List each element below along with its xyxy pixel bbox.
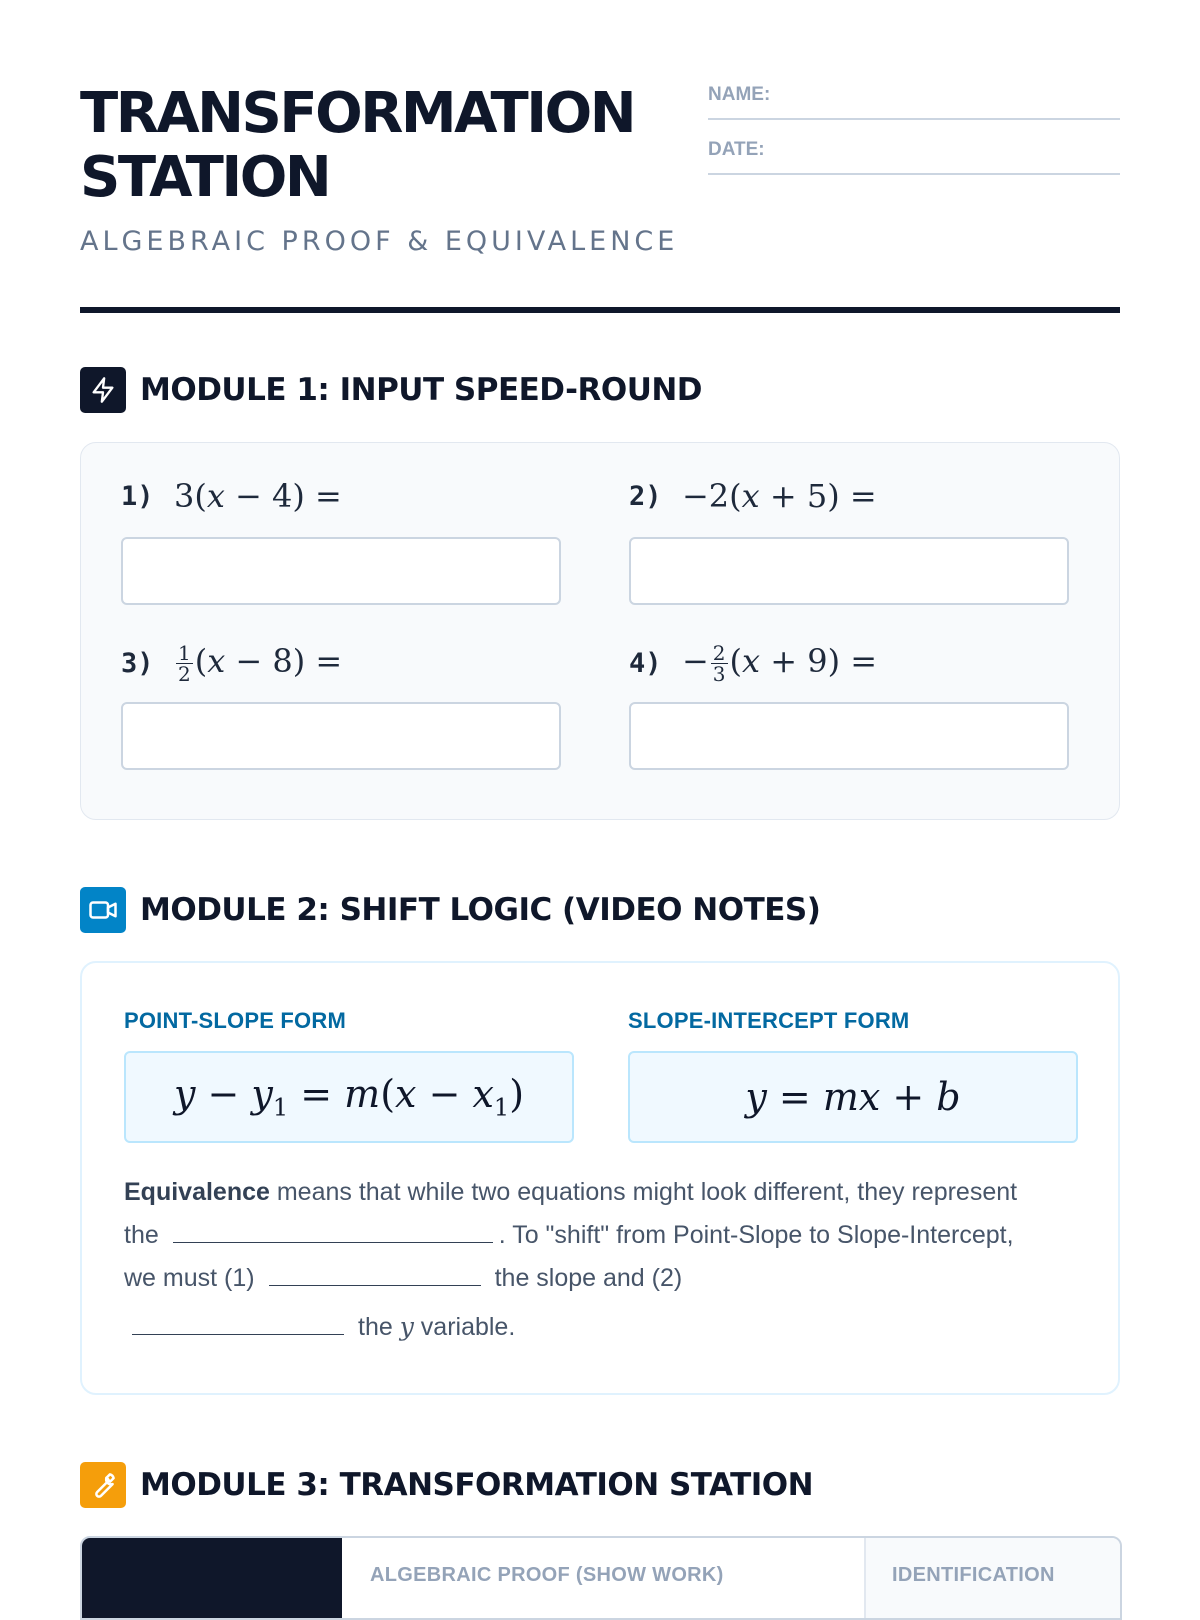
question-label: 1) <box>121 480 154 512</box>
table-header-cell <box>864 1538 1122 1618</box>
answer-input-2[interactable] <box>629 537 1069 605</box>
worksheet-page <box>80 0 1120 1600</box>
name-label: NAME: <box>708 84 771 105</box>
question-2 <box>629 477 1069 515</box>
wrench-icon <box>80 1462 126 1508</box>
point-slope-formula: $y - y_1 = m(x - x_1)$ <box>124 1051 574 1143</box>
question-expression: −2(x + 5) = <box>681 477 877 515</box>
title-line-1: TRANSFORMATION <box>80 81 635 146</box>
header-divider <box>80 307 1120 313</box>
blank-3[interactable] <box>132 1310 344 1335</box>
identification-column-header: IDENTIFICATION <box>892 1564 1055 1586</box>
video-icon <box>80 887 126 933</box>
table-header-cell <box>82 1538 342 1618</box>
question-4 <box>629 642 1069 684</box>
lightning-icon <box>80 367 126 413</box>
module-2-card <box>80 961 1120 1395</box>
answer-input-1[interactable] <box>121 537 561 605</box>
fraction: $\frac{1}{2}$ <box>177 641 191 686</box>
question-1 <box>121 477 561 515</box>
date-label: DATE: <box>708 139 765 160</box>
module-2-heading <box>80 887 820 933</box>
module-2-title: MODULE 2: SHIFT LOGIC (VIDEO NOTES) <box>140 892 821 928</box>
slope-intercept-label: SLOPE-INTERCEPT FORM <box>628 1008 910 1033</box>
module-1-heading <box>80 367 702 413</box>
module-3-heading <box>80 1462 813 1508</box>
slope-intercept-formula: y = mx + b <box>628 1051 1078 1143</box>
module-3-title: MODULE 3: TRANSFORMATION STATION <box>140 1467 814 1503</box>
module-1-title: MODULE 1: INPUT SPEED-ROUND <box>140 372 703 408</box>
title-line-2: STATION <box>80 145 330 210</box>
page-subtitle: ALGEBRAIC PROOF & EQUIVALENCE <box>80 226 679 257</box>
module-1-card <box>80 442 1120 820</box>
page-title <box>80 82 700 210</box>
answer-input-3[interactable] <box>121 702 561 770</box>
transformation-table <box>80 1536 1122 1620</box>
date-field[interactable] <box>708 137 1120 175</box>
blank-1[interactable] <box>173 1218 493 1243</box>
question-label: 4) <box>629 647 662 679</box>
question-3 <box>121 642 561 684</box>
point-slope-label: POINT-SLOPE FORM <box>124 1008 346 1033</box>
blank-2[interactable] <box>269 1261 481 1286</box>
question-expression: 3(x − 4) = <box>173 477 342 515</box>
name-field[interactable] <box>708 82 1120 120</box>
answer-input-4[interactable] <box>629 702 1069 770</box>
fraction: $\frac{2}{3}$ <box>712 641 726 686</box>
question-label: 3) <box>121 647 154 679</box>
question-label: 2) <box>629 480 662 512</box>
question-expression: − $\frac{2}{3}$ (x + 9) = <box>681 641 878 686</box>
proof-column-header: ALGEBRAIC PROOF (SHOW WORK) <box>370 1564 724 1586</box>
equivalence-paragraph: Equivalence means that while two equations might look different, they represent the . To "shift" from Point-Slope to Slope-Intercept, we must (1) the slope and (2) the y variable. <box>124 1178 1018 1341</box>
question-expression: $\frac{1}{2}$ (x − 8) = <box>177 641 343 686</box>
table-header-cell <box>344 1538 864 1618</box>
